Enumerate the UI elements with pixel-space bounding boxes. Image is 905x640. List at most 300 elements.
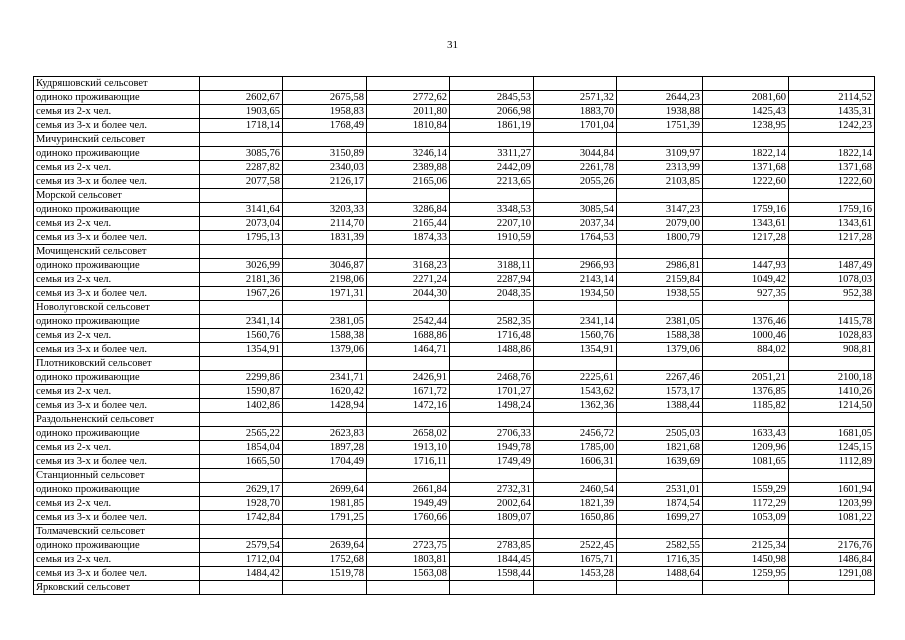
value-cell: 1590,87 (200, 385, 283, 399)
value-cell: 1217,28 (789, 231, 875, 245)
value-cell: 1681,05 (789, 427, 875, 441)
value-cell: 2287,94 (450, 273, 534, 287)
table-row (34, 175, 875, 189)
empty-cell (450, 301, 534, 315)
empty-cell (789, 357, 875, 371)
value-cell: 1484,42 (200, 567, 283, 581)
value-cell: 1588,38 (283, 329, 367, 343)
value-cell: 3109,97 (617, 147, 703, 161)
value-cell: 1245,15 (789, 441, 875, 455)
value-cell: 1822,14 (789, 147, 875, 161)
row-label: семья из 2-х чел. (34, 441, 200, 455)
value-cell: 2658,02 (367, 427, 450, 441)
row-label: одиноко проживающие (34, 427, 200, 441)
empty-cell (534, 469, 617, 483)
value-cell: 1768,49 (283, 119, 367, 133)
table-row (34, 343, 875, 357)
value-cell: 1222,60 (789, 175, 875, 189)
value-cell: 3246,14 (367, 147, 450, 161)
row-label: одиноко проживающие (34, 203, 200, 217)
value-cell: 3168,23 (367, 259, 450, 273)
value-cell: 1217,28 (703, 231, 789, 245)
value-cell: 2456,72 (534, 427, 617, 441)
value-cell: 2579,54 (200, 539, 283, 553)
row-label: семья из 3-х и более чел. (34, 287, 200, 301)
value-cell: 1874,33 (367, 231, 450, 245)
empty-cell (450, 77, 534, 91)
value-cell: 2198,06 (283, 273, 367, 287)
value-cell: 2783,85 (450, 539, 534, 553)
empty-cell (617, 301, 703, 315)
value-cell: 2287,82 (200, 161, 283, 175)
value-cell: 1472,16 (367, 399, 450, 413)
empty-cell (200, 245, 283, 259)
value-cell: 2143,14 (534, 273, 617, 287)
value-cell: 2103,85 (617, 175, 703, 189)
value-cell: 1343,61 (703, 217, 789, 231)
empty-cell (789, 525, 875, 539)
value-cell: 1639,69 (617, 455, 703, 469)
value-cell: 1376,46 (703, 315, 789, 329)
empty-cell (534, 413, 617, 427)
value-cell: 1742,84 (200, 511, 283, 525)
empty-cell (200, 357, 283, 371)
value-cell: 2602,67 (200, 91, 283, 105)
value-cell: 1453,28 (534, 567, 617, 581)
empty-cell (283, 133, 367, 147)
empty-cell (367, 581, 450, 595)
value-cell: 1598,44 (450, 567, 534, 581)
section-header-row (34, 301, 875, 315)
value-cell: 3147,23 (617, 203, 703, 217)
empty-cell (703, 413, 789, 427)
value-cell: 2629,17 (200, 483, 283, 497)
value-cell: 2426,91 (367, 371, 450, 385)
value-cell: 1633,43 (703, 427, 789, 441)
section-name: Станционный сельсовет (34, 469, 200, 483)
value-cell: 2381,05 (283, 315, 367, 329)
value-cell: 1883,70 (534, 105, 617, 119)
section-header-row (34, 357, 875, 371)
value-cell: 1081,22 (789, 511, 875, 525)
row-label: семья из 2-х чел. (34, 385, 200, 399)
row-label: семья из 3-х и более чел. (34, 343, 200, 357)
section-header-row (34, 469, 875, 483)
table-row (34, 441, 875, 455)
value-cell: 1821,68 (617, 441, 703, 455)
table-row (34, 203, 875, 217)
empty-cell (534, 77, 617, 91)
value-cell: 1831,39 (283, 231, 367, 245)
value-cell: 2207,10 (450, 217, 534, 231)
value-cell: 2706,33 (450, 427, 534, 441)
value-cell: 2066,98 (450, 105, 534, 119)
value-cell: 3044,84 (534, 147, 617, 161)
value-cell: 2542,44 (367, 315, 450, 329)
value-cell: 2165,44 (367, 217, 450, 231)
value-cell: 1410,26 (789, 385, 875, 399)
empty-cell (283, 581, 367, 595)
value-cell: 3046,87 (283, 259, 367, 273)
empty-cell (367, 189, 450, 203)
value-cell: 1563,08 (367, 567, 450, 581)
value-cell: 1791,25 (283, 511, 367, 525)
value-cell: 2125,34 (703, 539, 789, 553)
empty-cell (450, 245, 534, 259)
value-cell: 3286,84 (367, 203, 450, 217)
table-row (34, 539, 875, 553)
empty-cell (617, 581, 703, 595)
value-cell: 1606,31 (534, 455, 617, 469)
value-cell: 1821,39 (534, 497, 617, 511)
value-cell: 1371,68 (789, 161, 875, 175)
empty-cell (200, 189, 283, 203)
empty-cell (367, 525, 450, 539)
empty-cell (367, 77, 450, 91)
value-cell: 1498,24 (450, 399, 534, 413)
table-row (34, 259, 875, 273)
value-cell: 3141,64 (200, 203, 283, 217)
value-cell: 1949,78 (450, 441, 534, 455)
empty-cell (450, 469, 534, 483)
value-cell: 2699,64 (283, 483, 367, 497)
value-cell: 3026,99 (200, 259, 283, 273)
table-row (34, 385, 875, 399)
empty-cell (200, 581, 283, 595)
value-cell: 2159,84 (617, 273, 703, 287)
table-row (34, 231, 875, 245)
empty-cell (283, 189, 367, 203)
empty-cell (534, 581, 617, 595)
row-label: семья из 2-х чел. (34, 329, 200, 343)
section-name: Толмачевский сельсовет (34, 525, 200, 539)
empty-cell (450, 133, 534, 147)
empty-cell (789, 245, 875, 259)
value-cell: 2073,04 (200, 217, 283, 231)
value-cell: 1910,59 (450, 231, 534, 245)
value-cell: 1379,06 (283, 343, 367, 357)
section-header-row (34, 581, 875, 595)
value-cell: 2181,36 (200, 273, 283, 287)
row-label: семья из 3-х и более чел. (34, 567, 200, 581)
section-name: Мичуринский сельсовет (34, 133, 200, 147)
empty-cell (703, 133, 789, 147)
section-header-row (34, 525, 875, 539)
value-cell: 1699,27 (617, 511, 703, 525)
value-cell: 1822,14 (703, 147, 789, 161)
empty-cell (789, 469, 875, 483)
value-cell: 1752,68 (283, 553, 367, 567)
row-label: одиноко проживающие (34, 91, 200, 105)
value-cell: 1938,55 (617, 287, 703, 301)
row-label: семья из 3-х и более чел. (34, 455, 200, 469)
value-cell: 2565,22 (200, 427, 283, 441)
table-row (34, 483, 875, 497)
empty-cell (200, 413, 283, 427)
empty-cell (789, 189, 875, 203)
value-cell: 1712,04 (200, 553, 283, 567)
value-cell: 1447,93 (703, 259, 789, 273)
value-cell: 2341,14 (200, 315, 283, 329)
empty-cell (367, 301, 450, 315)
tariff-table (33, 76, 875, 595)
empty-cell (534, 133, 617, 147)
empty-cell (534, 245, 617, 259)
value-cell: 2261,78 (534, 161, 617, 175)
value-cell: 1764,53 (534, 231, 617, 245)
value-cell: 1435,31 (789, 105, 875, 119)
value-cell: 2986,81 (617, 259, 703, 273)
value-cell: 1854,04 (200, 441, 283, 455)
table-row (34, 105, 875, 119)
empty-cell (703, 357, 789, 371)
empty-cell (367, 357, 450, 371)
value-cell: 2341,14 (534, 315, 617, 329)
empty-cell (617, 245, 703, 259)
empty-cell (617, 413, 703, 427)
value-cell: 1486,84 (789, 553, 875, 567)
value-cell: 908,81 (789, 343, 875, 357)
value-cell: 2225,61 (534, 371, 617, 385)
empty-cell (283, 357, 367, 371)
value-cell: 1238,95 (703, 119, 789, 133)
value-cell: 1203,99 (789, 497, 875, 511)
table-body (34, 77, 875, 595)
empty-cell (703, 245, 789, 259)
value-cell: 1701,04 (534, 119, 617, 133)
value-cell: 1971,31 (283, 287, 367, 301)
value-cell: 1560,76 (200, 329, 283, 343)
empty-cell (534, 357, 617, 371)
value-cell: 2081,60 (703, 91, 789, 105)
value-cell: 1675,71 (534, 553, 617, 567)
row-label: одиноко проживающие (34, 259, 200, 273)
value-cell: 1291,08 (789, 567, 875, 581)
empty-cell (703, 525, 789, 539)
value-cell: 1488,86 (450, 343, 534, 357)
value-cell: 2442,09 (450, 161, 534, 175)
section-name: Плотниковский сельсовет (34, 357, 200, 371)
table-row (34, 287, 875, 301)
empty-cell (450, 413, 534, 427)
row-label: семья из 3-х и более чел. (34, 399, 200, 413)
table-row (34, 273, 875, 287)
value-cell: 1242,23 (789, 119, 875, 133)
table-row (34, 329, 875, 343)
value-cell: 3348,53 (450, 203, 534, 217)
table-row (34, 511, 875, 525)
table-row (34, 455, 875, 469)
empty-cell (283, 525, 367, 539)
value-cell: 2531,01 (617, 483, 703, 497)
value-cell: 3085,76 (200, 147, 283, 161)
value-cell: 1222,60 (703, 175, 789, 189)
empty-cell (200, 133, 283, 147)
value-cell: 1620,42 (283, 385, 367, 399)
table-row (34, 161, 875, 175)
value-cell: 2048,35 (450, 287, 534, 301)
empty-cell (703, 469, 789, 483)
empty-cell (367, 133, 450, 147)
value-cell: 2051,21 (703, 371, 789, 385)
value-cell: 2077,58 (200, 175, 283, 189)
value-cell: 1573,17 (617, 385, 703, 399)
value-cell: 1259,95 (703, 567, 789, 581)
value-cell: 2002,64 (450, 497, 534, 511)
table-row (34, 497, 875, 511)
value-cell: 2100,18 (789, 371, 875, 385)
value-cell: 1844,45 (450, 553, 534, 567)
value-cell: 1650,86 (534, 511, 617, 525)
value-cell: 1543,62 (534, 385, 617, 399)
table-row (34, 217, 875, 231)
empty-cell (789, 133, 875, 147)
value-cell: 1810,84 (367, 119, 450, 133)
empty-cell (534, 525, 617, 539)
empty-cell (534, 301, 617, 315)
value-cell: 2213,65 (450, 175, 534, 189)
value-cell: 1760,66 (367, 511, 450, 525)
value-cell: 1803,81 (367, 553, 450, 567)
value-cell: 2732,31 (450, 483, 534, 497)
value-cell: 2037,34 (534, 217, 617, 231)
table-row (34, 147, 875, 161)
empty-cell (617, 469, 703, 483)
value-cell: 2505,03 (617, 427, 703, 441)
row-label: семья из 2-х чел. (34, 497, 200, 511)
value-cell: 1028,83 (789, 329, 875, 343)
empty-cell (283, 469, 367, 483)
value-cell: 2845,53 (450, 91, 534, 105)
empty-cell (789, 301, 875, 315)
value-cell: 1701,27 (450, 385, 534, 399)
value-cell: 1716,11 (367, 455, 450, 469)
value-cell: 1343,61 (789, 217, 875, 231)
value-cell: 1362,36 (534, 399, 617, 413)
table-row (34, 371, 875, 385)
empty-cell (200, 77, 283, 91)
value-cell: 3150,89 (283, 147, 367, 161)
value-cell: 1354,91 (534, 343, 617, 357)
value-cell: 2011,80 (367, 105, 450, 119)
page-number: 31 (447, 39, 458, 51)
empty-cell (450, 189, 534, 203)
value-cell: 1053,09 (703, 511, 789, 525)
value-cell: 1388,44 (617, 399, 703, 413)
empty-cell (450, 357, 534, 371)
value-cell: 1913,10 (367, 441, 450, 455)
value-cell: 1874,54 (617, 497, 703, 511)
row-label: семья из 2-х чел. (34, 161, 200, 175)
empty-cell (200, 301, 283, 315)
value-cell: 2176,76 (789, 539, 875, 553)
value-cell: 2267,46 (617, 371, 703, 385)
value-cell: 1759,16 (789, 203, 875, 217)
empty-cell (200, 469, 283, 483)
value-cell: 1488,64 (617, 567, 703, 581)
value-cell: 1665,50 (200, 455, 283, 469)
value-cell: 1785,00 (534, 441, 617, 455)
value-cell: 1718,14 (200, 119, 283, 133)
row-label: семья из 2-х чел. (34, 105, 200, 119)
empty-cell (200, 525, 283, 539)
value-cell: 2313,99 (617, 161, 703, 175)
value-cell: 2055,26 (534, 175, 617, 189)
value-cell: 3203,33 (283, 203, 367, 217)
value-cell: 1379,06 (617, 343, 703, 357)
value-cell: 2044,30 (367, 287, 450, 301)
value-cell: 1958,83 (283, 105, 367, 119)
value-cell: 2582,35 (450, 315, 534, 329)
empty-cell (789, 413, 875, 427)
value-cell: 952,38 (789, 287, 875, 301)
value-cell: 2966,93 (534, 259, 617, 273)
section-name: Раздольненский сельсовет (34, 413, 200, 427)
value-cell: 1078,03 (789, 273, 875, 287)
value-cell: 1209,96 (703, 441, 789, 455)
empty-cell (283, 301, 367, 315)
value-cell: 1759,16 (703, 203, 789, 217)
value-cell: 1903,65 (200, 105, 283, 119)
value-cell: 1081,65 (703, 455, 789, 469)
value-cell: 1354,91 (200, 343, 283, 357)
value-cell: 2468,76 (450, 371, 534, 385)
value-cell: 1172,29 (703, 497, 789, 511)
value-cell: 1671,72 (367, 385, 450, 399)
value-cell: 2571,32 (534, 91, 617, 105)
value-cell: 1371,68 (703, 161, 789, 175)
row-label: семья из 3-х и более чел. (34, 231, 200, 245)
table-row (34, 427, 875, 441)
value-cell: 2165,06 (367, 175, 450, 189)
empty-cell (703, 301, 789, 315)
value-cell: 1112,89 (789, 455, 875, 469)
value-cell: 2582,55 (617, 539, 703, 553)
value-cell: 1425,43 (703, 105, 789, 119)
row-label: одиноко проживающие (34, 539, 200, 553)
row-label: семья из 2-х чел. (34, 273, 200, 287)
value-cell: 1688,86 (367, 329, 450, 343)
empty-cell (450, 525, 534, 539)
empty-cell (617, 357, 703, 371)
value-cell: 2299,86 (200, 371, 283, 385)
value-cell: 1749,49 (450, 455, 534, 469)
value-cell: 1519,78 (283, 567, 367, 581)
value-cell: 884,02 (703, 343, 789, 357)
empty-cell (367, 469, 450, 483)
empty-cell (617, 189, 703, 203)
value-cell: 1809,07 (450, 511, 534, 525)
value-cell: 1751,39 (617, 119, 703, 133)
section-name: Кудряшовский сельсовет (34, 77, 200, 91)
section-header-row (34, 245, 875, 259)
value-cell: 1185,82 (703, 399, 789, 413)
empty-cell (703, 77, 789, 91)
value-cell: 1716,35 (617, 553, 703, 567)
value-cell: 1450,98 (703, 553, 789, 567)
value-cell: 2389,88 (367, 161, 450, 175)
empty-cell (789, 77, 875, 91)
row-label: семья из 3-х и более чел. (34, 119, 200, 133)
value-cell: 2381,05 (617, 315, 703, 329)
value-cell: 1000,46 (703, 329, 789, 343)
section-header-row (34, 77, 875, 91)
value-cell: 1949,49 (367, 497, 450, 511)
value-cell: 1464,71 (367, 343, 450, 357)
value-cell: 1897,28 (283, 441, 367, 455)
section-name: Мочищенский сельсовет (34, 245, 200, 259)
empty-cell (534, 189, 617, 203)
